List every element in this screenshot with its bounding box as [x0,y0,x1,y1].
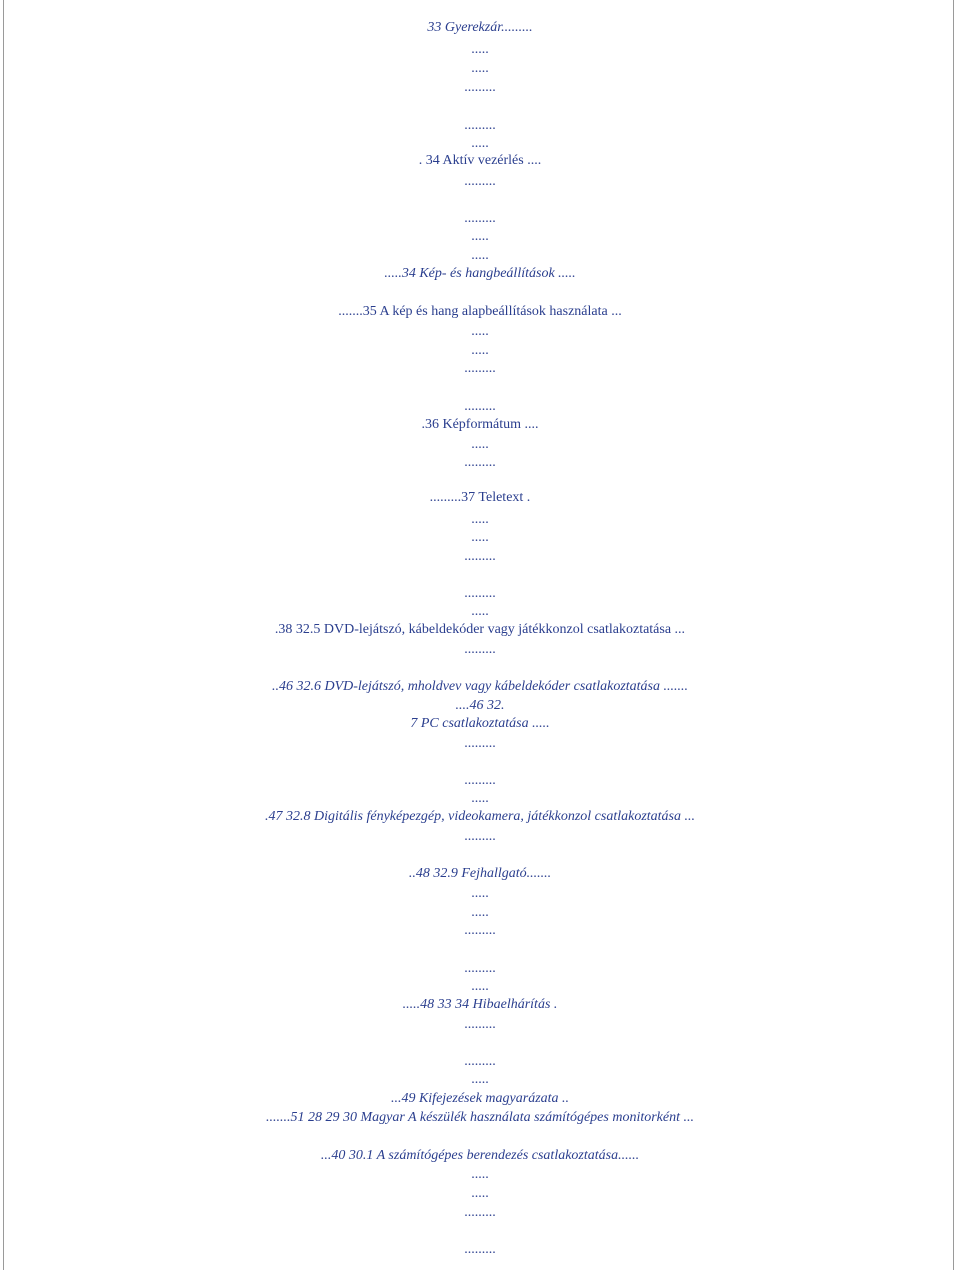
toc-line: . 34 Aktív vezérlés .... [418,153,542,168]
toc-line: ......... [464,211,496,226]
toc-line: ..... [471,886,489,901]
toc-line: ......... [464,549,496,564]
toc-line: ..... [471,343,489,358]
toc-line: 7 PC csatlakoztatása ..... [410,716,550,731]
toc-line: ..... [471,1186,489,1201]
toc-line: ...40 30.1 A számítógépes berendezés csatlakoztatása...... [320,1148,640,1163]
toc-line: ......... [464,829,496,844]
toc-line: .47 32.8 Digitális fényképezgép, videokamera, játékkonzol csatlakoztatása ... [264,809,696,824]
toc-line: .38 32.5 DVD-lejátszó, kábeldekóder vagy játékkonzol csatlakoztatása ... [274,622,686,637]
toc-line: ..... [471,136,489,151]
toc-line: ......... [464,399,496,414]
toc-line: .......35 A kép és hang alapbeállítások használata ... [338,304,622,319]
toc-line: ......... [464,1017,496,1032]
toc-line: ......... [464,642,496,657]
toc-line: ....46 32. [455,698,505,713]
toc-line: ...49 Kifejezések magyarázata .. [390,1091,570,1106]
toc-line: .....48 33 34 Hibaelhárítás . [402,997,558,1012]
toc-line: ..... [471,604,489,619]
toc-line: ......... [464,118,496,133]
toc-line: ..... [471,248,489,263]
toc-line: .....34 Kép- és hangbeállítások ..... [384,266,576,281]
toc-line: ......... [464,923,496,938]
toc-line: ......... [464,961,496,976]
toc-line: ..... [471,512,489,527]
toc-line: ..... [471,791,489,806]
toc-line: .36 Képformátum .... [421,417,539,432]
toc-line: ......... [464,80,496,95]
toc-line: ......... [464,1205,496,1220]
toc-line: ..... [471,229,489,244]
toc-line: ..... [471,530,489,545]
toc-line: ..46 32.6 DVD-lejátszó, mholdvev vagy kábeldekóder csatlakoztatása ....... [271,679,689,694]
toc-line: .......51 28 29 30 Magyar A készülék használata számítógépes monitorként ... [265,1110,694,1125]
toc-line: ......... [464,455,496,470]
toc-line: 33 Gyerekzár......... [427,20,533,35]
toc-line: ......... [464,361,496,376]
toc-line: ..... [471,42,489,57]
toc-line: ..... [471,61,489,76]
toc-line: ......... [464,1242,496,1257]
toc-line: ..... [471,1167,489,1182]
toc-line: ..... [471,324,489,339]
toc-line: ......... [464,174,496,189]
toc-line: ..... [471,905,489,920]
toc-line: ......... [464,736,496,751]
toc-line: ......... [464,773,496,788]
toc-line: ..... [471,1072,489,1087]
toc-line: ..... [471,979,489,994]
toc-line: ......... [464,1054,496,1069]
toc-line: .........37 Teletext . [429,490,531,505]
toc-line: ..... [471,437,489,452]
toc-line: ......... [464,586,496,601]
toc-line: ..48 32.9 Fejhallgató....... [408,866,552,881]
